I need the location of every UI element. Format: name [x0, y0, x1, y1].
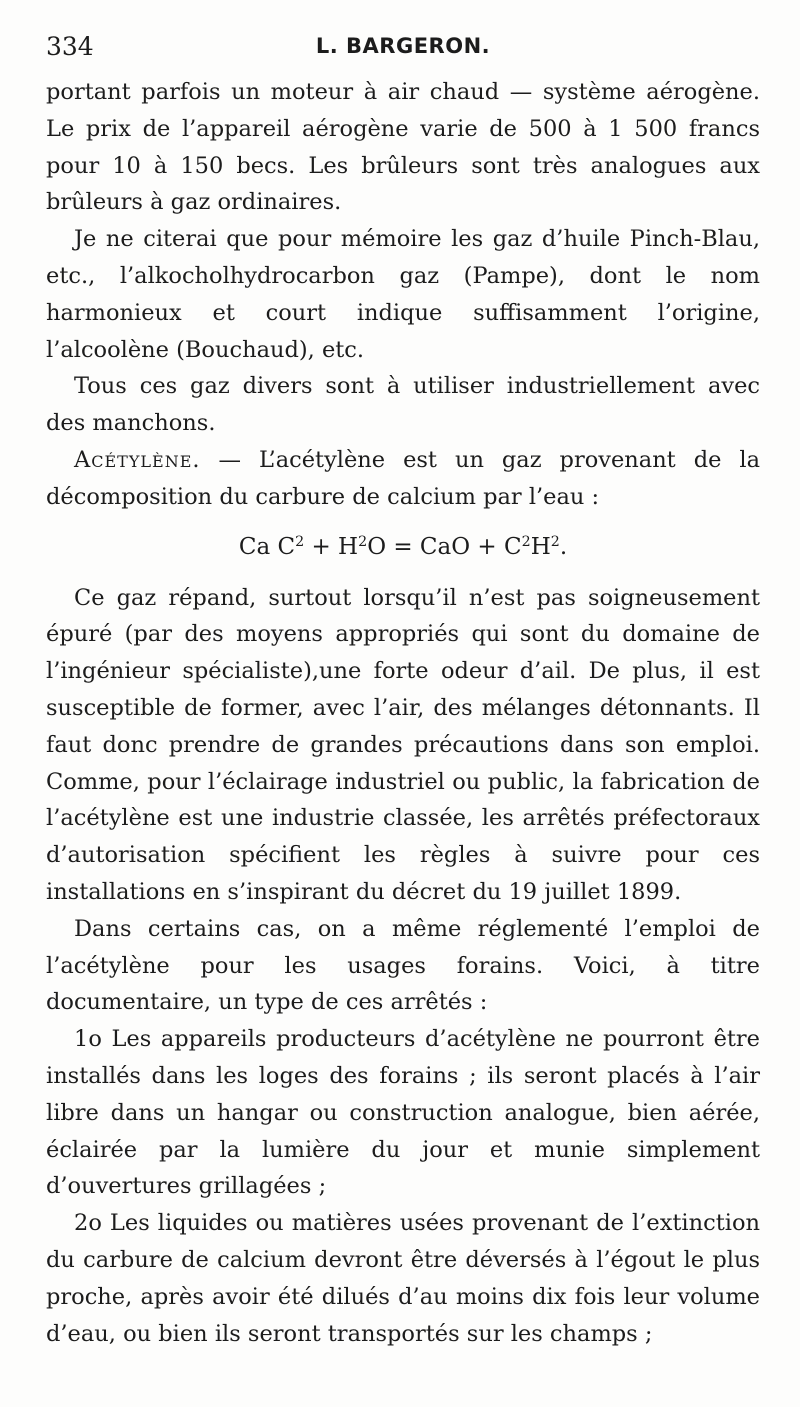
- paragraph-acetylene-intro: [46, 442, 760, 516]
- formula-part: Ca C: [238, 533, 296, 560]
- formula-superscript: 2: [295, 533, 305, 550]
- paragraph-rule-2: 2o Les liquides ou matières usées provenant de l’extinction du carbure de calcium devront être déversés à l’égout le plus proche, après avoir été dilués d’au moins dix fois leur volume d’eau, ou bien ils seront transportés sur les champs ;: [46, 1210, 760, 1347]
- formula-part: + H: [304, 533, 359, 560]
- paragraph-rule-1: 1o Les appareils producteurs d’acétylène ne pourront être installés dans les loges des forains ; ils seront placés à l’air libre dans un hangar ou construction analogue, bien aérée, éclairée par la lumière du jour et munie simplement d’ouvertures grillagées ;: [46, 1026, 760, 1200]
- paragraph-aerogene: portant parfois un moteur à air chaud — système aérogène. Le prix de l’appareil aérogène varie de 500 à 1 500 francs pour 10 à 150 becs. Les brûleurs sont très analogues aux brûleurs à gaz ordinaires.: [46, 79, 760, 216]
- formula-superscript: 2: [521, 533, 531, 550]
- formula-part: H: [530, 533, 551, 560]
- formula-part: O = CaO + C: [367, 533, 522, 560]
- paragraph-forains: Dans certains cas, on a même réglementé l’emploi de l’acétylène pour les usages forains. Voici, à titre documentaire, un type de ces arrêtés :: [46, 915, 760, 1016]
- formula-part: .: [559, 533, 568, 560]
- paragraph-manchons: Tous ces gaz divers sont à utiliser industriellement avec des manchons.: [46, 373, 760, 437]
- section-title-acetylene: Acétylène.: [74, 446, 201, 473]
- paragraph-other-gases: Je ne citerai que pour mémoire les gaz d’huile Pinch-Blau, etc., l’alkocholhydrocarbon gaz (Pampe), dont le nom harmonieux et court indique suffisamment l’origine, l’alcoolène (Bouchaud), etc.: [46, 226, 760, 363]
- paragraph-odeur: Ce gaz répand, surtout lorsqu’il n’est pas soigneusement épuré (par des moyens appropriés qui sont du domaine de l’ingénieur spécialiste),une forte odeur d’ail. De plus, il est susceptible de former, avec l’air, des mélanges détonnants. Il faut donc prendre de grandes précautions dans son emploi. Comme, pour l’éclairage industriel ou public, la fabrication de l’acétylène est une industrie classée, les arrêtés préfectoraux d’autorisation spécifient les règles à suivre pour ces installations en s’inspirant du décret du 19 juillet 1899.: [46, 584, 760, 905]
- chemical-equation: [46, 528, 760, 566]
- page-header: [46, 32, 760, 72]
- formula-superscript: 2: [358, 533, 368, 550]
- acetylene-intro-text: — L’acétylène est un gaz provenant de la décomposition du carbure de calcium par l’eau :: [46, 446, 760, 510]
- running-head: L. BARGERON.: [315, 34, 491, 58]
- page-number: 334: [46, 32, 94, 61]
- formula-superscript: 2: [550, 533, 560, 550]
- page-body: [46, 74, 760, 1352]
